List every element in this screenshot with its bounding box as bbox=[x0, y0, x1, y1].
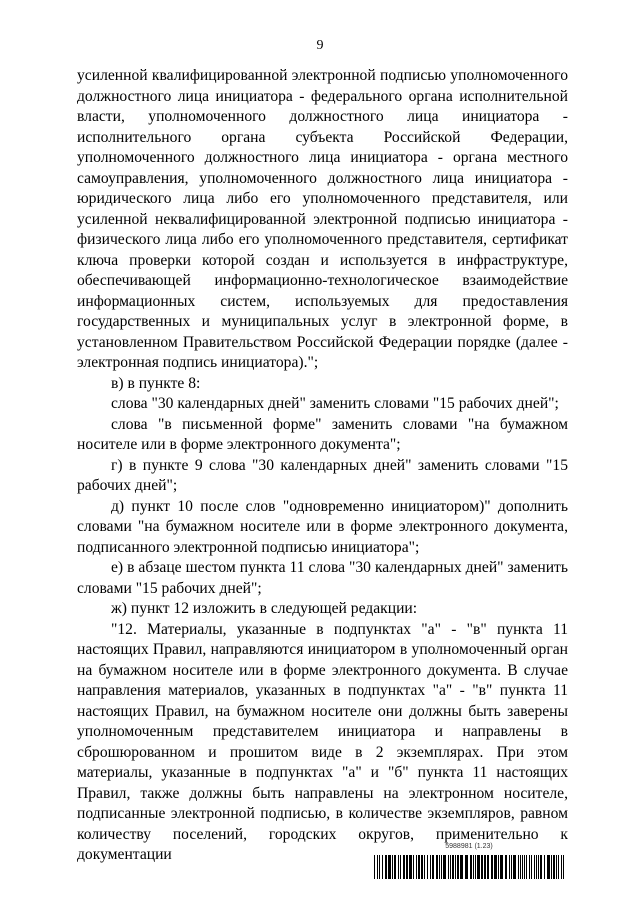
barcode-icon bbox=[374, 855, 564, 879]
paragraph: в) в пункте 8: bbox=[111, 374, 201, 392]
paragraph: усиленной квалифицированной электронной подписью уполномоченного должностного лица инициатора - федерального органа исполнительной власти, уполномоченного должностного лица инициатора - исполнительного органа субъекта Российской Федерации, уполномоченного должностного лица инициатора - органа местного самоуправления, уполномоченного должностного лица инициатора - юридического лица либо его уполномоченного представителя, или усиленной неквалифицированной электронной подписью инициатора - физического лица либо его уполномоченного представителя, сертификат ключа проверки которой создан и используется в инфраструктуре, обеспечивающей информационно-технологическое взаимодействие информационных систем, используемых для предоставления государственных и муниципальных услуг в электронной форме, в установленном Правительством Российской Федерации порядке (далее - электронная подпись инициатора)."; bbox=[77, 67, 568, 371]
document-body bbox=[77, 66, 568, 866]
paragraph: "12. Материалы, указанные в подпунктах "а" - "в" пункта 11 настоящих Правил, направляются инициатором в уполномоченный орган на бумажном носителе или в форме электронного документа. В случае направления материалов, указанных в подпунктах "а" - "в" пункта 11 настоящих Правил, на бумажном носителе они должны быть заверены уполномоченным представителем инициатора и направлены в сброшюрованном и прошитом виде в 2 экземплярах. При этом материалы, указанные в подпунктах "а" и "б" пункта 11 настоящих Правил, также должны быть направлены на электронном носителе, подписанные электронной подписью, в количестве экземпляров, равном количеству поселений, городских округов, применительно к документации bbox=[77, 620, 568, 863]
barcode-stamp bbox=[374, 843, 564, 881]
paragraph: д) пункт 10 после слов "одновременно инициатором)" дополнить словами "на бумажном носителе или в форме электронного документа, подписанного электронной подписью инициатора"; bbox=[77, 497, 568, 556]
paragraph: е) в абзаце шестом пункта 11 слова "30 календарных дней" заменить словами "15 рабочих дней"; bbox=[77, 559, 568, 597]
paragraph: слова "30 календарных дней" заменить словами "15 рабочих дней"; bbox=[111, 395, 559, 412]
paragraph: слова "в письменной форме" заменить словами "на бумажном носителе или в форме электронного документа"; bbox=[77, 415, 568, 453]
barcode-number: 5988981 (1.23) bbox=[445, 843, 493, 850]
paragraph: г) в пункте 9 слова "30 календарных дней" заменить словами "15 рабочих дней"; bbox=[77, 456, 568, 494]
paragraph: ж) пункт 12 изложить в следующей редакции: bbox=[111, 600, 418, 617]
page-number: 9 bbox=[316, 38, 324, 53]
